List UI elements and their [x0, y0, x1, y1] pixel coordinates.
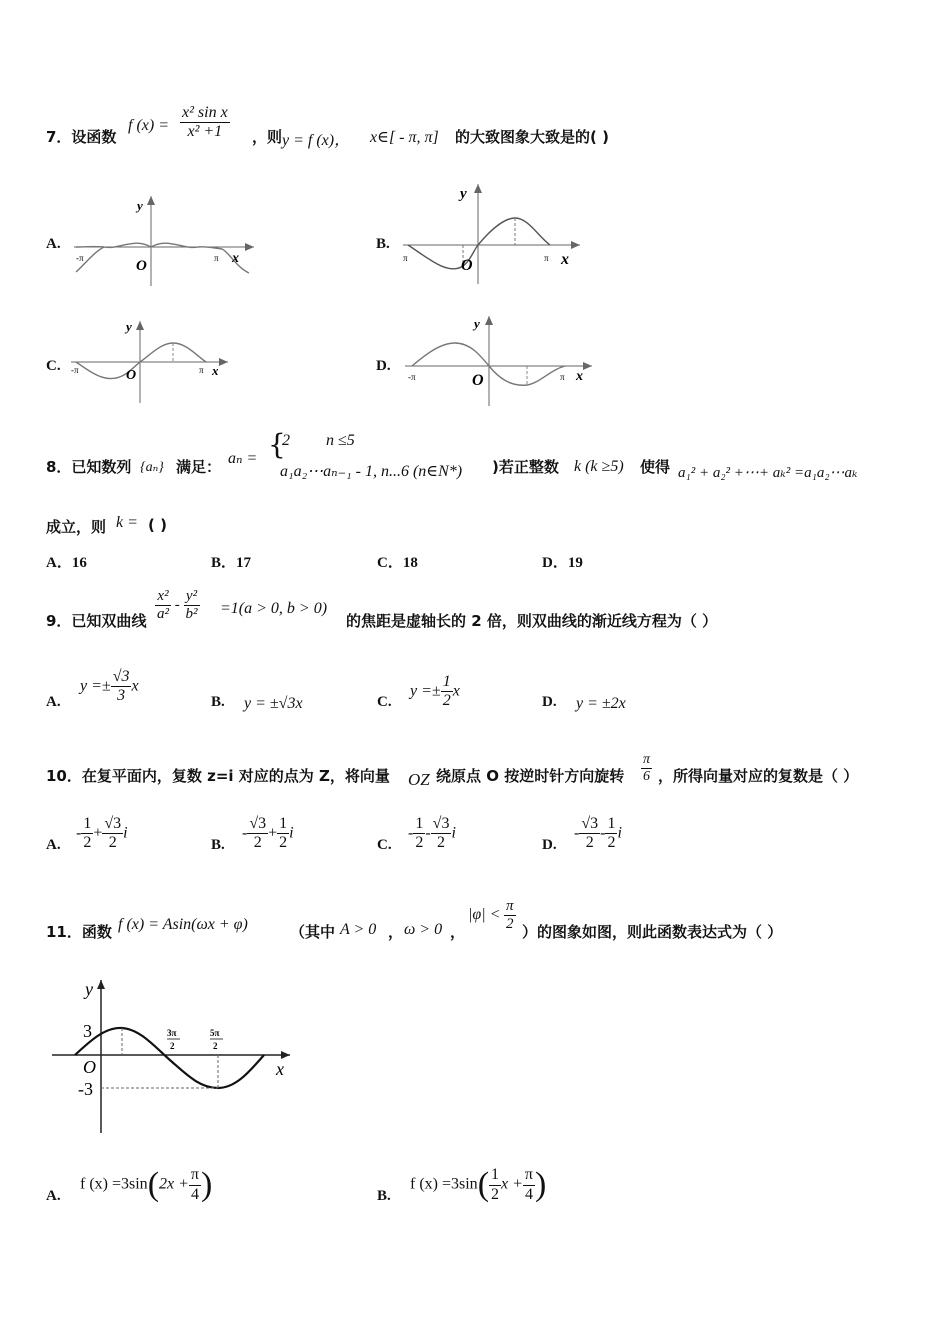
q9-c-expr: y =± $\frac{1}{2}$ x — [410, 673, 460, 710]
q8-option-c: C．18 — [377, 555, 418, 571]
q7-den: x² +1 — [187, 123, 223, 141]
q7-graph-a — [64, 190, 264, 290]
q10-d-expr: - $\frac{√3}{2}$ - $\frac{1}{2}$ i — [574, 815, 622, 852]
q11-g-t1d: 2 — [170, 1041, 175, 1051]
q10-b-expr: - $\frac{√3}{2}$ + $\frac{1}{2}$ i — [242, 815, 294, 852]
q11-option-a: A. — [46, 1188, 61, 1204]
q7-yfx: y = f (x)， — [282, 132, 351, 149]
q11-g-3: 3 — [83, 1021, 92, 1041]
q10-option-a: A. — [46, 837, 61, 853]
q7d-o: O — [472, 372, 484, 389]
q9-n1: x² — [155, 588, 171, 606]
q11-a-expr: f (x) =3sin(2x + $\frac{\pi}{4}$ ) — [80, 1166, 213, 1203]
q7b-o: O — [461, 257, 473, 274]
q11-option-b: B. — [377, 1188, 391, 1204]
q9-option-a: A. — [46, 694, 61, 710]
q7d-x: x — [576, 369, 583, 384]
q8-option-a: A．16 — [46, 555, 87, 571]
q7-formula — [180, 104, 230, 142]
q11-sep1: ， — [388, 923, 404, 941]
q10-c-expr: - $\frac{1}{2}$ - $\frac{√3}{2}$ i — [408, 815, 456, 852]
q8-case1: 2 n ≤5 — [282, 432, 355, 449]
q11-g-o: O — [83, 1057, 96, 1077]
q7a-pi: π — [214, 253, 219, 263]
q7-label: 7．设函数 — [46, 128, 117, 146]
q11-w: ω > 0 — [404, 921, 443, 938]
q10-a-expr: - $\frac{1}{2}$ + $\frac{√3}{2}$ i — [76, 815, 128, 852]
q7c-x: x — [212, 363, 219, 378]
q10-vec: OZ — [408, 770, 430, 789]
q11-fx: f (x) = Asin(ωx + φ) — [118, 916, 248, 933]
q8-seq: {aₙ} — [140, 460, 164, 475]
q10-angle: $\frac{\pi}{6}$ — [643, 752, 651, 785]
q7b-x: x — [561, 251, 569, 268]
q8-an: aₙ = — [228, 450, 258, 467]
q9-minus: - — [174, 597, 180, 614]
q9-d-expr: y = ±2x — [576, 695, 626, 712]
q8-satisfy: 满足： — [176, 458, 222, 476]
q8-case2: a₁a₂⋯aₙ₋₁ - 1, n...6 (n∈N*) — [280, 463, 463, 480]
q9-b-expr: y = ±√3x — [244, 695, 303, 712]
q9-d2: b² — [185, 606, 198, 623]
q7c-y: y — [126, 319, 132, 334]
q11-g-t2n: 5π — [210, 1028, 220, 1038]
q8-make: 使得 — [640, 458, 671, 476]
q11-g-y: y — [85, 979, 93, 999]
q11-phi: |φ| < — [468, 906, 501, 923]
q7a-y: y — [137, 198, 143, 213]
q10-text2: 绕原点 O 按逆时针方向旋转 — [436, 767, 625, 785]
q10-text3: ，所得向量对应的复数是（ ） — [658, 767, 859, 785]
q7-option-b: B. — [376, 236, 390, 252]
q9-option-c: C. — [377, 694, 392, 710]
q8-k: k (k ≥5) — [574, 458, 624, 475]
q11-a: A > 0 — [340, 921, 377, 938]
q7b-y: y — [460, 186, 467, 202]
q8-option-d: D．19 — [542, 555, 583, 571]
q9-hyperbola — [155, 588, 200, 624]
q11-cond1: （其中 — [290, 923, 336, 941]
q7b-pi-left: π — [403, 253, 408, 263]
q10-text1: 10．在复平面内，复数 z=i 对应的点为 Z，将向量 — [46, 767, 390, 785]
q8-cond: )若正整数 — [492, 458, 559, 476]
q7d-negpi: -π — [408, 372, 416, 382]
q7-then: ，则 — [252, 128, 283, 146]
q11-phi-frac: $\frac{\pi}{2}$ — [506, 898, 514, 933]
q7c-pi: π — [199, 365, 204, 375]
q11-b-expr: f (x) =3sin( $\frac{1}{2}$ x + $\frac{\pi}{4}$ ) — [410, 1166, 547, 1203]
q10-option-d: D. — [542, 837, 557, 853]
q7-graph-c — [66, 315, 241, 410]
q8-paren: ( ) — [148, 516, 167, 534]
q7-fx: f (x) = — [128, 117, 169, 134]
q11-label: 11．函数 — [46, 923, 112, 941]
q7-option-d: D. — [376, 358, 391, 374]
q8-eq: a₁² + a₂² +⋯+ aₖ² =a₁a₂⋯aₖ — [678, 465, 858, 481]
q9-label: 9．已知双曲线 — [46, 612, 147, 630]
q8-brace: { — [268, 428, 286, 461]
q11-g-t2d: 2 — [213, 1041, 218, 1051]
q11-text: ）的图象如图，则此函数表达式为（ ） — [522, 923, 783, 941]
q7-domain: x∈[ - π, π] — [370, 129, 439, 146]
q7-graph-d — [400, 310, 600, 410]
q7-option-c: C. — [46, 358, 61, 374]
q7d-y: y — [474, 316, 480, 331]
q7-num: x² sin x — [180, 104, 230, 123]
q7c-negpi: -π — [71, 365, 79, 375]
q11-g-x: x — [276, 1059, 284, 1079]
q7b-pi-right: π — [544, 253, 549, 263]
q9-d1: a² — [157, 606, 169, 623]
q9-n2: y² — [184, 588, 200, 606]
q8-keq: k = — [116, 514, 138, 531]
q9-option-b: B. — [211, 694, 225, 710]
q9-text: 的焦距是虚轴长的 2 倍，则双曲线的渐近线方程为（ ） — [346, 612, 718, 630]
q7c-o: O — [126, 368, 137, 383]
q8-label: 8．已知数列 — [46, 458, 132, 476]
q10-option-c: C. — [377, 837, 392, 853]
q8-option-b: B．17 — [211, 555, 252, 571]
q9-option-d: D. — [542, 694, 557, 710]
q11-g-m3: -3 — [78, 1079, 93, 1099]
q7-option-a: A. — [46, 236, 61, 252]
q8-line2: 成立，则 — [46, 518, 107, 536]
q7-ask: 的大致图象大致是的( ) — [455, 128, 609, 146]
q9-cond: =1(a > 0, b > 0) — [220, 600, 328, 617]
q11-g-t1n: 3π — [167, 1028, 177, 1038]
q7a-o: O — [136, 258, 147, 274]
q7d-pi: π — [560, 372, 565, 382]
q7-graph-b — [398, 178, 588, 288]
q10-option-b: B. — [211, 837, 225, 853]
q11-graph — [50, 975, 300, 1140]
q9-a-expr: y =± $\frac{√3}{3}$ x — [80, 668, 139, 705]
q7a-negpi: -π — [76, 253, 84, 263]
q11-sep2: ， — [450, 923, 466, 941]
q7a-x: x — [232, 251, 239, 266]
